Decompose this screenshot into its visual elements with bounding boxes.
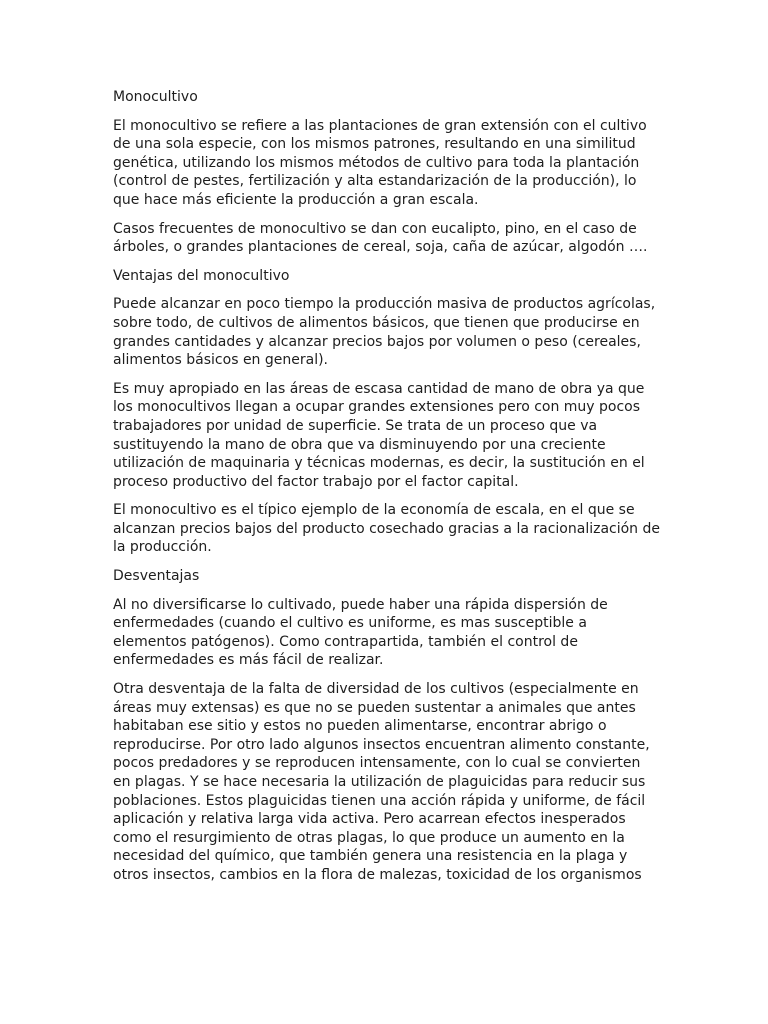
paragraph-examples: Casos frecuentes de monocultivo se dan con eucalipto, pino, en el caso de árboles, o grandes plantaciones de cereal, soja, caña de azúcar, algodón …. [113,220,648,256]
heading-ventajas: Ventajas del monocultivo [113,267,290,284]
document-body [113,88,661,895]
paragraph-definition: El monocultivo se refiere a las plantaciones de gran extensión con el cultivo de una sola especie, con los mismos patrones, resultando en una similitud genética, utilizando los mismos métodos de cultivo para toda la plantación (control de pestes, fertilización y alta estandarización de la producción), lo que hace más eficiente la producción a gran escala. [113,117,647,208]
paragraph-ventaja-produccion: Puede alcanzar en poco tiempo la producción masiva de productos agrícolas, sobre todo, de cultivos de alimentos básicos, que tienen que producirse en grandes cantidades y alcanzar precios bajos por volumen o peso (cereales, alimentos básicos en general). [113,296,656,369]
heading-desventajas: Desventajas [113,568,200,585]
document-title: Monocultivo [113,89,198,105]
paragraph-desventaja-diversidad: Otra desventaja de la falta de diversidad de los cultivos (especialmente en áreas muy extensas) es que no se pueden sustentar a animales que antes habitaban ese sitio y estos no pueden alimentarse, encontrar abrigo o reproducirse. Por otro lado algunos insectos encuentran alimento constante, pocos predadores y se reproducen intensamente, con lo cual se convierten en plagas. Y se hace necesaria la utilización de plaguicidas para reducir sus poblaciones. Estos plaguicidas tienen una acción rápida y uniforme, de fácil aplicación y relativa larga vida activa. Pero acarrean efectos inesperados como el resurgimiento de otras plagas, lo que produce un aumento en la necesidad del químico, que también genera una resistencia en la plaga y otros insectos, cambios en la flora de malezas, toxicidad de los organismos [113,681,650,883]
paragraph-desventaja-enfermedades: Al no diversificarse lo cultivado, puede haber una rápida dispersión de enfermedades (cuando el cultivo es uniforme, es mas susceptible a elementos patógenos). Como contrapartida, también el control de enfermedades es más fácil de realizar. [113,596,608,669]
paragraph-ventaja-mano-de-obra: Es muy apropiado en las áreas de escasa cantidad de mano de obra ya que los monocultivos llegan a ocupar grandes extensiones pero con muy pocos trabajadores por unidad de superficie. Se trata de un proceso que va sustituyendo la mano de obra que va disminuyendo por una creciente utilización de maquinaria y técnicas modernas, es decir, la sustitución en el proceso productivo del factor trabajo por el factor capital. [113,380,645,490]
paragraph-ventaja-escala: El monocultivo es el típico ejemplo de la economía de escala, en el que se alcanzan precios bajos del producto cosechado gracias a la racionalización de la producción. [113,502,661,556]
